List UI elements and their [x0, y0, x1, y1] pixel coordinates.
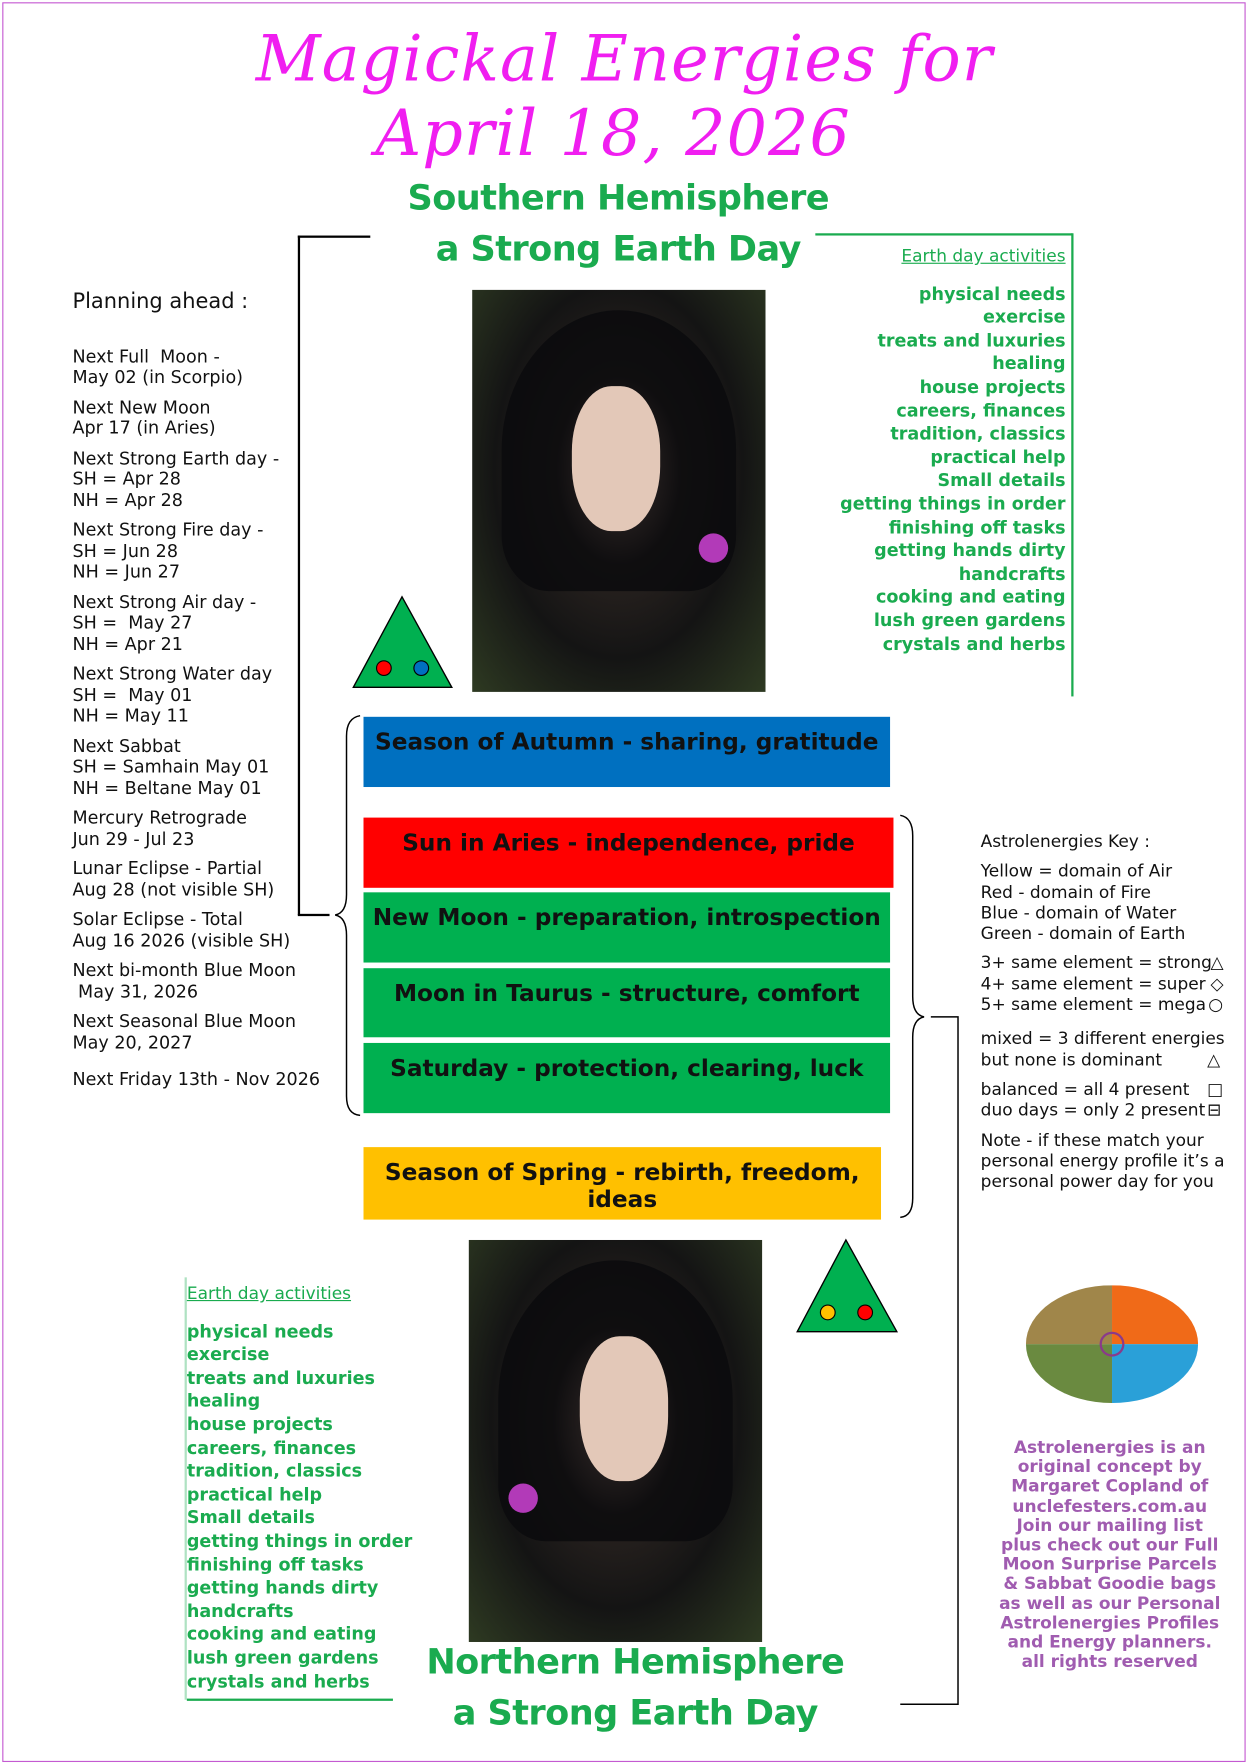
activity-item: healing [186, 1391, 261, 1412]
planning-item: Solar Eclipse - Total Aug 16 2026 (visible SH) [72, 909, 291, 951]
witch-photo-northern [469, 1240, 762, 1642]
key-note: Note - if these match your [980, 1129, 1204, 1151]
activities-frame-line [815, 233, 1072, 235]
planning-item: Next Strong Fire day - SH = Jun 28 NH = Jun 27 [72, 519, 264, 583]
activity-item: careers, finances [896, 400, 1066, 421]
about-link[interactable]: unclefesters.com.au [1012, 1495, 1208, 1516]
season-southern-box: Season of Autumn - sharing, gratitude [364, 717, 891, 787]
split-square-icon: ⊟ [1207, 1099, 1222, 1121]
activity-item: crystals and herbs [882, 633, 1066, 654]
activity-item: cooking and eating [875, 586, 1066, 608]
activity-item: physical needs [186, 1321, 334, 1342]
about-line: original concept by [1017, 1456, 1202, 1477]
about-line: & Sabbat Goodie bags [1003, 1573, 1217, 1594]
page-title-line1: Magickal Energies for [255, 22, 994, 97]
moon-phase-box: New Moon - preparation, introspection [364, 892, 891, 962]
key-note: personal power day for you [980, 1171, 1214, 1192]
activities-frame-line [187, 1699, 393, 1701]
activity-item: Small details [937, 470, 1066, 491]
activity-item: getting hands dirty [186, 1577, 379, 1598]
astrolenergies-key [981, 831, 1241, 1192]
activity-item: house projects [186, 1414, 333, 1435]
planning-item: Next Full Moon - May 02 (in Scorpio) [72, 345, 244, 388]
triangle-icon: △ [1207, 1049, 1221, 1070]
southern-activities-list [793, 245, 1066, 656]
activity-item: getting things in order [186, 1530, 413, 1552]
water-dot [414, 661, 429, 676]
fire-dot [377, 661, 392, 676]
key-balanced: balanced = all 4 present [980, 1079, 1190, 1100]
key-color: Yellow = domain of Air [980, 860, 1173, 882]
about-line: Join our mailing list [1016, 1514, 1204, 1536]
diamond-icon: ◇ [1210, 973, 1224, 994]
about-line: and Energy planners. [1007, 1631, 1212, 1653]
activity-item: lush green gardens [186, 1647, 379, 1668]
key-mixed: but none is dominant [980, 1049, 1163, 1070]
activity-item: tradition, classics [890, 423, 1066, 445]
northern-activities-list [187, 1282, 413, 1693]
activity-item: practical help [930, 447, 1066, 468]
planning-ahead [72, 289, 321, 1099]
activity-item: exercise [186, 1344, 270, 1365]
key-color: Red - domain of Fire [980, 881, 1151, 903]
activity-item: crystals and herbs [186, 1670, 370, 1692]
planning-item: Next Friday 13th - Nov 2026 [72, 1068, 321, 1090]
planning-item: Next Seasonal Blue Moon May 20, 2027 [72, 1011, 297, 1053]
activity-item: practical help [186, 1484, 323, 1505]
northern-day-type: a Strong Earth Day [452, 1692, 818, 1734]
about-text [997, 1438, 1223, 1672]
about-line: Astrolenergies Profiles [1000, 1612, 1220, 1633]
season-northern-box: Season of Spring - rebirth, freedom, ideas [364, 1147, 882, 1219]
about-line: plus check out our Full [1001, 1534, 1219, 1555]
about-line: as well as our Personal [999, 1592, 1221, 1614]
activity-item: house projects [919, 377, 1066, 398]
planning-heading: Planning ahead : [72, 289, 249, 314]
activity-item: finishing off tasks [186, 1554, 364, 1575]
triangle-icon: △ [1210, 952, 1224, 974]
key-note: personal energy profile it’s a [980, 1150, 1225, 1171]
planning-item: Next Sabbat SH = Samhain May 01 NH = Beltane May 01 [72, 735, 270, 798]
planning-item: Mercury Retrograde Jun 29 - Jul 23 [72, 807, 247, 849]
activity-item: healing [992, 353, 1066, 375]
activity-item: getting hands dirty [874, 540, 1066, 561]
southern-hemisphere-heading: Southern Hemisphere [407, 177, 830, 219]
copyright: all rights reserved [1021, 1651, 1198, 1672]
key-color: Green - domain of Earth [980, 923, 1186, 944]
southern-day-type: a Strong Earth Day [435, 228, 801, 270]
activity-item: lush green gardens [873, 610, 1066, 631]
moon-sign-box: Moon in Taurus - structure, comfort [364, 968, 891, 1037]
key-level: 5+ same element = mega [980, 994, 1207, 1015]
air-dot [820, 1305, 835, 1320]
activity-item: Small details [186, 1507, 315, 1528]
activities-heading: Earth day activities [901, 245, 1066, 267]
witch-photo-southern [472, 290, 765, 692]
square-icon: □ [1207, 1079, 1224, 1100]
planning-item: Next Strong Earth day - SH = Apr 28 NH = Apr 28 [72, 447, 280, 511]
activity-item: careers, finances [186, 1437, 357, 1459]
about-line: Astrolenergies is an [1013, 1437, 1206, 1458]
planning-item: Lunar Eclipse - Partial Aug 28 (not visible SH) [72, 858, 275, 900]
weekday-box: Saturday - protection, clearing, luck [364, 1043, 891, 1113]
about-line: Moon Surprise Parcels [1002, 1553, 1217, 1575]
astrolenergies-logo [0, 0, 1, 1]
activity-item: treats and luxuries [877, 330, 1066, 351]
activities-heading: Earth day activities [186, 1283, 352, 1304]
activity-item: cooking and eating [186, 1624, 377, 1645]
activities-frame-line [1071, 233, 1073, 696]
key-heading: Astrolenergies Key : [980, 831, 1150, 852]
planning-item: Next bi-month Blue Moon May 31, 2026 [72, 960, 297, 1002]
page-title-line2: April 18, 2026 [375, 97, 852, 171]
bracket-line [298, 236, 370, 238]
activity-item: finishing off tasks [888, 516, 1066, 538]
activity-item: getting things in order [840, 493, 1066, 515]
activity-item: tradition, classics [186, 1460, 363, 1482]
activity-item: exercise [983, 307, 1066, 328]
planning-item: Next Strong Air day - SH = May 27 NH = Apr 21 [72, 591, 257, 654]
key-mixed: mixed = 3 different energies [980, 1028, 1225, 1050]
key-level: 3+ same element = strong [980, 952, 1212, 974]
activity-item: physical needs [918, 283, 1066, 305]
key-color: Blue - domain of Water [980, 902, 1177, 923]
key-duo: duo days = only 2 present [980, 1099, 1206, 1121]
activities-frame-line [185, 1277, 187, 1699]
activity-item: handcrafts [958, 563, 1066, 584]
planning-item: Next New Moon Apr 17 (in Aries) [72, 396, 216, 439]
circle-icon: ○ [1208, 994, 1224, 1015]
activity-item: treats and luxuries [186, 1367, 375, 1389]
northern-hemisphere-heading: Northern Hemisphere [426, 1641, 845, 1683]
key-level: 4+ same element = super [980, 973, 1206, 994]
activity-item: handcrafts [186, 1600, 294, 1622]
fire-dot [858, 1305, 873, 1320]
about-line: Margaret Copland of [1011, 1475, 1209, 1497]
planning-item: Next Strong Water day SH = May 01 NH = May 11 [72, 663, 273, 726]
sun-sign-box: Sun in Aries - independence, pride [364, 818, 894, 888]
